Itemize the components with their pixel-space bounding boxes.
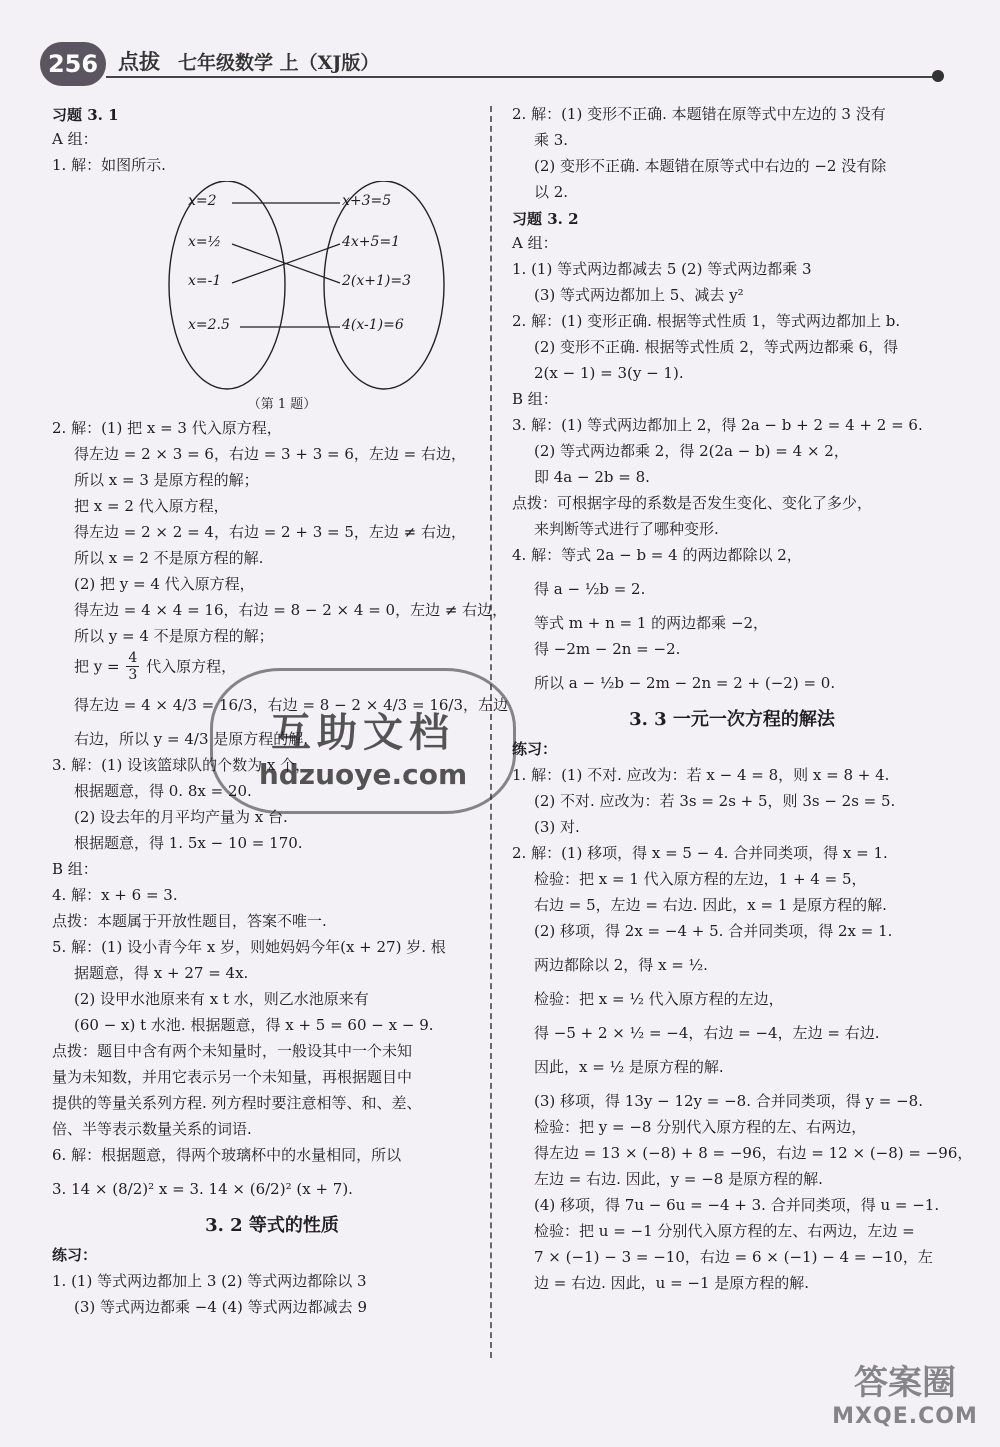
left-item-1: x=½ [188,234,222,250]
rp2-line: 得 −5 + 2 × ½ = −4，右边 = −4，左边 = 右边. [534,1024,880,1042]
rp2-line: 两边都除以 2，得 x = ½. [534,956,708,974]
q5-tip-line: 点拨：题目中含有两个未知量时，一般设其中一个未知 [52,1042,413,1060]
left-item-0: x=2 [188,193,217,209]
rp2-line: 7 × (−1) − 3 = −10，右边 = 6 × (−1) − 4 = −10，左 [534,1248,933,1266]
q5-line: 5. 解：(1) 设小青今年 x 岁，则她妈妈今年(x + 27) 岁. 根 [52,938,446,956]
ra2-line: 2(x − 1) = 3(y − 1). [534,364,684,382]
rp2-line: 左边 = 右边. 因此，y = −8 是原方程的解. [534,1170,823,1188]
rb3-tip-line: 点拨：可根据字母的系数是否发生变化、变化了多少， [512,494,873,512]
page-number: 256 [40,42,106,86]
book-title: 七年级数学 上（XJ版） [178,52,380,74]
rb3-line: 3. 解：(1) 等式两边都加上 2，得 2a − b + 2 = 4 + 2 = 6. [512,416,923,434]
rb3-line: (2) 等式两边都乘 2，得 2(2a − b) = 4 × 2， [534,442,849,460]
rp1-line: (2) 不对. 应改为：若 3s = 2s + 5，则 3s − 2s = 5. [534,792,896,810]
r2-line: 2. 解：(1) 变形不正确. 本题错在原等式中左边的 3 没有 [512,105,886,123]
q6-equation: 3. 14 × (8/2)² x = 3. 14 × (6/2)² (x + 7). [52,1180,353,1198]
rp2-line: 2. 解：(1) 移项，得 x = 5 − 4. 合并同类项，得 x = 1. [512,844,888,862]
section-3-2-title: 3. 2 等式的性质 [205,1215,339,1236]
q2-line: 2. 解：(1) 把 x = 3 代入原方程， [52,419,282,437]
q2-line: 得左边 = 4 × 4 = 16，右边 = 8 − 2 × 4 = 0，左边 ≠ 右边， [74,601,508,619]
corner-logo-title: 答案圈 [854,1363,956,1403]
rb4-line: 所以 a − ½b − 2m − 2n = 2 + (−2) = 0. [534,674,836,692]
r2-line: 以 2. [534,183,569,201]
frac-num: 4 [128,650,138,666]
ra2-line: (2) 变形不正确. 根据等式性质 2，等式两边都乘 6，得 [534,338,899,356]
q2-line: 所以 x = 2 不是原方程的解. [74,549,264,567]
rb4-line: 得 −2m − 2n = −2. [534,640,681,658]
group-b-label: B 组： [512,390,558,408]
q2-line: 得左边 = 4 × 4/3 = 16/3，右边 = 8 − 2 × 4/3 = 16/3，左边 [74,696,509,714]
diagram-caption: （第 1 题） [247,397,317,412]
rb4-line: 得 a − ½b = 2. [534,580,646,598]
right-item-1: 4x+5=1 [342,234,401,250]
q5-answer [52,935,492,1037]
rp2-line: (4) 移项，得 7u − 6u = −4 + 3. 合并同类项，得 u = −1. [534,1196,940,1214]
matching-diagram [162,181,462,393]
right-item-2: 2(x+1)=3 [342,273,412,289]
rb3-tip-line: 来判断等式进行了哪种变形. [534,520,719,538]
rp2-line: 检验：把 x = 1 代入原方程的左边，1 + 4 = 5， [534,870,867,888]
q5-tip-line: 倍、半等表示数量关系的词语. [52,1120,252,1138]
right-column [512,100,973,1297]
rp2-line: 检验：把 x = ½ 代入原方程的左边， [534,990,784,1008]
r2-line: (2) 变形不正确. 本题错在原等式中右边的 −2 没有除 [534,157,887,175]
rb4-line: 4. 解：等式 2a − b = 4 的两边都除以 2， [512,546,802,564]
q4-tip: 点拨：本题属于开放性题目，答案不唯一. [52,912,327,930]
q4-answer: 4. 解：x + 6 = 3. [52,886,178,904]
watermark-title: 互助文档 [271,710,455,756]
q2-frac-post: 代入原方程， [146,657,237,676]
page-header [0,0,1000,96]
q6-answer: 6. 解：根据题意，得两个玻璃杯中的水量相同，所以 [52,1146,402,1164]
q2-line: 把 x = 2 代入原方程， [74,497,229,515]
fraction [126,650,139,683]
group-a-label: A 组： [52,130,98,148]
q1-answer: 1. 解：如图所示. [52,156,166,174]
q3-line: 根据题意，得 0. 8x = 20. [74,782,252,800]
q2-line: 所以 x = 3 是原方程的解； [74,471,259,489]
q3-line: (2) 设去年的月平均产量为 x 台. [74,808,288,826]
rp2-line: 检验：把 y = −8 分别代入原方程的左、右两边， [534,1118,867,1136]
practice-label: 练习： [512,740,558,758]
frac-den: 3 [128,667,138,683]
watermark-url: hdzuoye.com [258,758,468,791]
ra2-line: 2. 解：(1) 变形正确. 根据等式性质 1，等式两边都加上 b. [512,312,901,330]
q5-tip [52,1039,492,1141]
practice-label: 练习： [52,1246,98,1264]
q5-line: (60 − x) t 水池. 根据题意，得 x + 5 = 60 − x − 9. [74,1016,434,1034]
rp2-line: 右边 = 5，左边 = 右边. 因此，x = 1 是原方程的解. [534,896,887,914]
q2-frac-pre: 把 y = [74,657,120,676]
right-item-0: x+3=5 [342,193,392,209]
left-item-2: x=-1 [188,273,222,289]
q5-line: (2) 设甲水池原来有 x t 水，则乙水池原来有 [74,990,369,1008]
q2-line: 得左边 = 2 × 3 = 6，右边 = 3 + 3 = 6，左边 = 右边， [74,445,466,463]
left-item-3: x=2.5 [188,317,230,333]
r2-line: 乘 3. [534,131,569,149]
rp1-line: 1. 解：(1) 不对. 应改为：若 x − 4 = 8，则 x = 8 + 4. [512,766,890,784]
section-3-3-title: 3. 3 一元一次方程的解法 [629,709,835,730]
rb4-line: 等式 m + n = 1 的两边都乘 −2， [534,614,769,632]
q5-line: 据题意，得 x + 27 = 4x. [74,964,249,982]
p1-line: 1. (1) 等式两边都加上 3 (2) 等式两边都除以 3 [52,1272,367,1290]
q5-tip-line: 量为未知数，并用它表示另一个未知量，再根据题目中 [52,1068,413,1086]
rp2-line: (2) 移项，得 2x = −4 + 5. 合并同类项，得 2x = 1. [534,922,893,940]
p1-line: (3) 等式两边都乘 −4 (4) 等式两边都减去 9 [74,1298,367,1316]
section-exercise-3-2: 习题 3. 2 [512,210,579,228]
rp1-line: (3) 对. [534,818,580,836]
q2-line: 右边，所以 y = 4/3 是原方程的解. [74,730,309,748]
rp2-line: 因此，x = ½ 是原方程的解. [534,1058,724,1076]
header-rule [106,76,936,78]
brand-logo: 点拔 [118,49,160,74]
group-b-label: B 组： [52,860,98,878]
q3-line: 3. 解：(1) 设该篮球队的个数为 x 个， [52,756,311,774]
q2-line: 所以 y = 4 不是原方程的解； [74,627,274,645]
watermark-stamp [210,668,516,814]
rb3-line: 即 4a − 2b = 8. [534,468,650,486]
header-dot [932,70,944,82]
q3-line: 根据题意，得 1. 5x − 10 = 170. [74,834,303,852]
corner-logo-url: MXQE.COM [832,1404,978,1429]
q5-tip-line: 提供的等量关系列方程. 列方程时要注意相等、和、差、 [52,1094,422,1112]
group-a-label: A 组： [512,234,558,252]
rp2-line: (3) 移项，得 13y − 12y = −8. 合并同类项，得 y = −8. [534,1092,923,1110]
ra1-line: 1. (1) 等式两边都减去 5 (2) 等式两边都乘 3 [512,260,812,278]
section-exercise-3-1: 习题 3. 1 [52,106,119,124]
corner-logo [820,1355,990,1441]
right-item-3: 4(x-1)=6 [342,317,404,333]
rp2-line: 边 = 右边. 因此，u = −1 是原方程的解. [534,1274,810,1292]
rp2-line: 得左边 = 13 × (−8) + 8 = −96，右边 = 12 × (−8) = −96， [534,1144,973,1162]
rp2-line: 检验：把 u = −1 分别代入原方程的左、右两边，左边 = [534,1222,915,1240]
ra1-line: (3) 等式两边都加上 5、减去 y² [534,286,744,304]
q2-line: 得左边 = 2 × 2 = 4，右边 = 2 + 3 = 5，左边 ≠ 右边， [74,523,466,541]
q2-line: (2) 把 y = 4 代入原方程， [74,575,255,593]
